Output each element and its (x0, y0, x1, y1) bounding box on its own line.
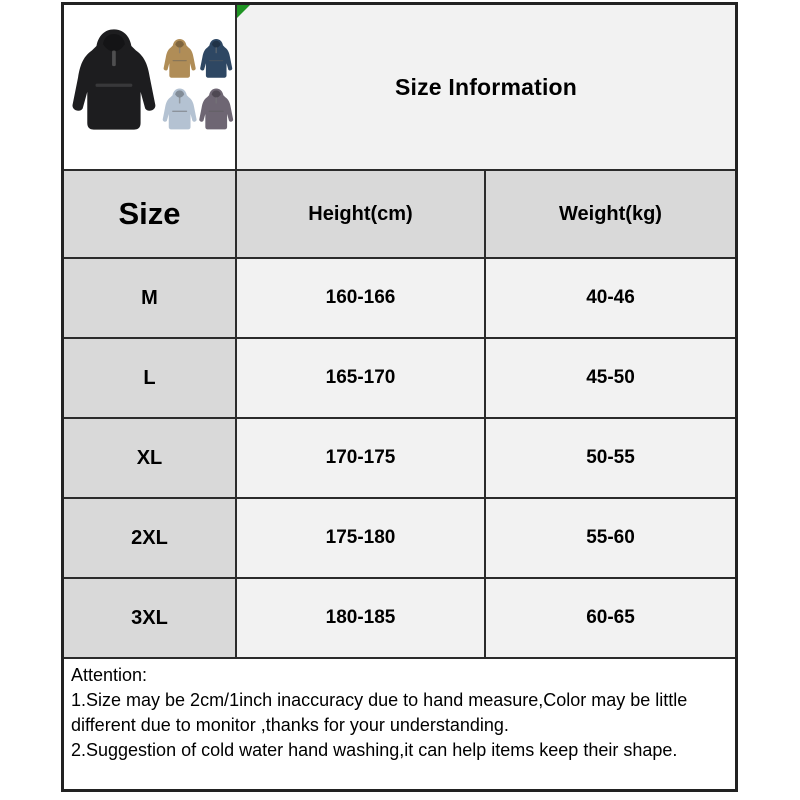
attention-line: different due to monitor ,thanks for your understanding. (71, 715, 509, 735)
hoodie-gray (199, 89, 233, 130)
column-header-height: Height(cm) (237, 171, 484, 257)
table-row-height-value: 180-185 (237, 579, 484, 657)
table-row-weight-value: 45-50 (486, 339, 735, 417)
attention-note (64, 659, 735, 789)
table-row-size-label: 3XL (64, 579, 235, 657)
table-row-weight-value: 55-60 (486, 499, 735, 577)
table-row-size-label: L (64, 339, 235, 417)
table-row-height-value: 175-180 (237, 499, 484, 577)
green-corner-triangle (237, 5, 250, 18)
page-title: Size Information (394, 73, 578, 100)
table-row-height-value: 160-166 (237, 259, 484, 337)
size-information-panel (237, 5, 735, 169)
table-row-weight-value: 60-65 (486, 579, 735, 657)
table-row-weight-value: 40-46 (486, 259, 735, 337)
hoodies-product-image (66, 13, 234, 161)
table-row-size-label: M (64, 259, 235, 337)
hoodie-black (72, 29, 155, 129)
attention-line: 2.Suggestion of cold water hand washing,it can help items keep their shape. (71, 740, 678, 760)
hoodie-navy (200, 39, 232, 78)
hoodie-lightblue (162, 89, 196, 130)
size-chart-table (61, 2, 738, 792)
table-row-height-value: 170-175 (237, 419, 484, 497)
attention-heading: Attention: (71, 665, 148, 685)
attention-line: 1.Size may be 2cm/1inch inaccuracy due to hand measure,Color may be little (71, 690, 688, 710)
table-row-size-label: 2XL (64, 499, 235, 577)
table-row-weight-value: 50-55 (486, 419, 735, 497)
table-row-height-value: 165-170 (237, 339, 484, 417)
hoodie-tan (163, 39, 195, 78)
product-photo (64, 5, 235, 169)
column-header-weight: Weight(kg) (486, 171, 735, 257)
table-row-size-label: XL (64, 419, 235, 497)
column-header-size: Size (64, 171, 235, 257)
